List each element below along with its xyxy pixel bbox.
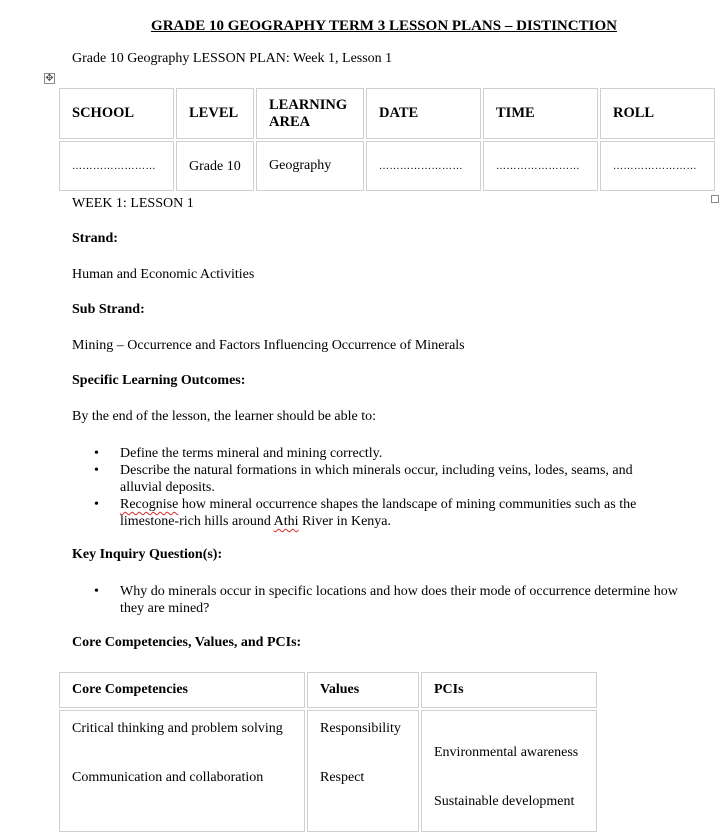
outcome-text: how mineral occurrence shapes the landscape of mining communities such as the limestone-rich hills around bbox=[120, 497, 637, 529]
outcome-item bbox=[72, 496, 672, 530]
outcome-item: • Describe the natural formations in which minerals occur, including veins, lodes, seams, and alluvial deposits. bbox=[72, 462, 672, 496]
outcome-text: River in Kenya. bbox=[298, 514, 392, 529]
school-value[interactable]: …………………… bbox=[59, 141, 174, 191]
date-value[interactable]: …………………… bbox=[366, 141, 481, 191]
header-learning-area: LEARNING AREA bbox=[256, 88, 364, 139]
header-date: DATE bbox=[366, 88, 481, 139]
info-table-header-row bbox=[59, 88, 715, 139]
pci-item: Sustainable development bbox=[434, 794, 575, 809]
competencies-label: Core Competencies, Values, and PCIs: bbox=[72, 635, 302, 650]
value-item: Responsibility bbox=[320, 721, 401, 736]
outcomes-intro: By the end of the lesson, the learner should be able to: bbox=[72, 409, 377, 424]
time-value[interactable]: …………………… bbox=[483, 141, 598, 191]
header-level: LEVEL bbox=[176, 88, 254, 139]
table-resize-handle-icon[interactable] bbox=[711, 195, 719, 203]
header-values: Values bbox=[307, 672, 419, 708]
strand-label: Strand: bbox=[72, 231, 118, 246]
level-value[interactable]: Grade 10 bbox=[176, 141, 254, 191]
inquiry-list bbox=[72, 583, 692, 617]
competency-item: Critical thinking and problem solving bbox=[72, 721, 283, 736]
lesson-info-table bbox=[57, 86, 717, 193]
competencies-header-row bbox=[59, 672, 597, 708]
document-title: GRADE 10 GEOGRAPHY TERM 3 LESSON PLANS – DISTINCTION bbox=[151, 18, 617, 34]
sub-strand-label: Sub Strand: bbox=[72, 302, 145, 317]
lesson-plan-line: Grade 10 Geography LESSON PLAN: Week 1, Lesson 1 bbox=[72, 51, 393, 66]
roll-value[interactable]: …………………… bbox=[600, 141, 715, 191]
values-cell bbox=[307, 710, 419, 832]
header-school: SCHOOL bbox=[59, 88, 174, 139]
table-move-handle-icon[interactable]: ✥ bbox=[45, 73, 54, 84]
header-core-competencies: Core Competencies bbox=[59, 672, 305, 708]
week-lesson-line: WEEK 1: LESSON 1 bbox=[72, 196, 194, 211]
competencies-table bbox=[57, 670, 599, 834]
outcomes-list bbox=[72, 445, 672, 530]
spellcheck-word[interactable]: Recognise bbox=[120, 497, 179, 512]
header-roll: ROLL bbox=[600, 88, 715, 139]
pcis-cell bbox=[421, 710, 597, 832]
learning-area-value[interactable]: Geography bbox=[256, 141, 364, 191]
header-time: TIME bbox=[483, 88, 598, 139]
sub-strand-value: Mining – Occurrence and Factors Influencing Occurrence of Minerals bbox=[72, 338, 465, 353]
competencies-cell bbox=[59, 710, 305, 832]
pci-item: Environmental awareness bbox=[434, 745, 579, 760]
outcome-item: • Define the terms mineral and mining correctly. bbox=[72, 445, 672, 462]
header-pcis: PCIs bbox=[421, 672, 597, 708]
info-table-value-row bbox=[59, 141, 715, 191]
spellcheck-word[interactable]: Athi bbox=[273, 514, 299, 529]
value-item: Respect bbox=[320, 770, 365, 785]
strand-value: Human and Economic Activities bbox=[72, 267, 255, 282]
outcomes-label: Specific Learning Outcomes: bbox=[72, 373, 246, 388]
inquiry-label: Key Inquiry Question(s): bbox=[72, 547, 223, 562]
competencies-body-row bbox=[59, 710, 597, 832]
inquiry-item: • Why do minerals occur in specific locations and how does their mode of occurrence determine how they are mined? bbox=[72, 583, 692, 617]
competency-item: Communication and collaboration bbox=[72, 770, 264, 785]
